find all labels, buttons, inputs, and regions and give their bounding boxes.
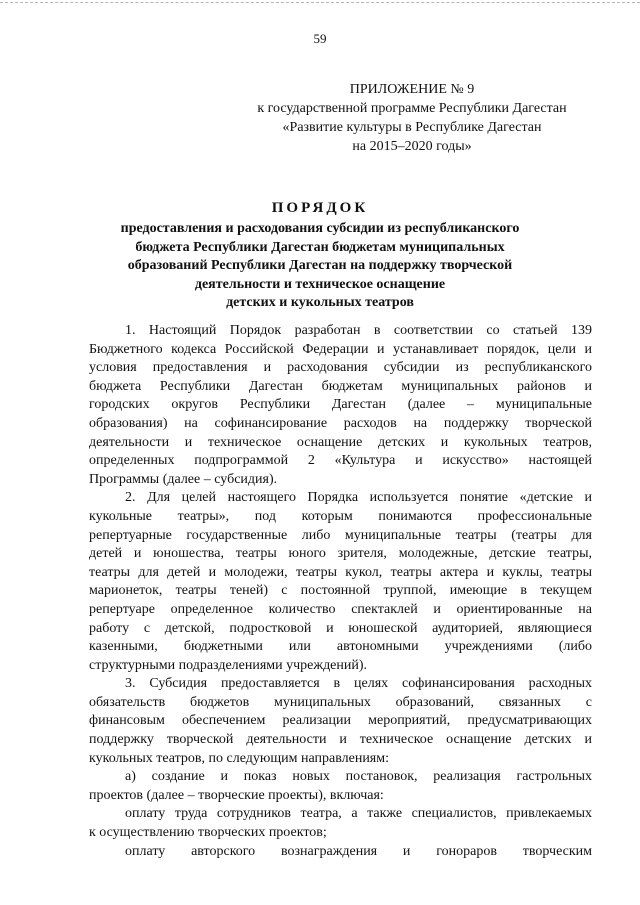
subtitle-line: предоставления и расходования субсидии из республиканского [120, 221, 520, 236]
item-start: оплату труда сотрудников театра, а также специалистов, привлекаемых [125, 806, 592, 822]
appendix-line: «Развитие культуры в Республике Дагестан [282, 120, 542, 135]
body-line: деятельности и техническое оснащение детских и кукольных театров, [89, 434, 592, 450]
body-line: структурными подразделениями учреждений). [89, 657, 368, 673]
item-start: оплату авторского вознаграждения и гонораров творческим [125, 843, 592, 859]
body-line: кукольных театров, по следующим направлениям: [89, 750, 389, 766]
body-line: театры для детей и молодежи, театры кукол, театры актера и куклы, театры [89, 564, 592, 580]
body-line: определенных подпрограммой 2 «Культура и искусство» настоящей [89, 453, 592, 469]
subtitle-line: бюджета Республики Дагестан бюджетам муниципальных [135, 239, 505, 255]
body-line: бюджета Республики Дагестан бюджетам муниципальных районов и [89, 378, 592, 394]
body-line: финансовым обеспечением реализации мероприятий, предусматривающих [89, 713, 592, 729]
item-a-start: а) создание и показ новых постановок, реализация гастрольных [125, 769, 592, 785]
paragraph-1-start: 1. Настоящий Порядок разработан в соответствии со статьей 139 [125, 323, 592, 338]
body-line: условия предоставления и расходования субсидии из республиканского [89, 360, 592, 376]
appendix-header [232, 80, 592, 156]
document-title: ПОРЯДОК [271, 200, 369, 216]
body-line: марионеток, театры теней) с постоянной труппой, имеющие в текущем [89, 583, 592, 599]
body-line: кукольные театры», под которым понимаются профессиональные [89, 508, 592, 524]
body-line: городских округов Республики Дагестан (далее – муниципальные [89, 397, 592, 413]
appendix-title: ПРИЛОЖЕНИЕ № 9 [349, 82, 475, 97]
scan-edge-line [0, 2, 640, 3]
paragraph-2-start: 2. Для целей настоящего Порядка используется понятие «детские и [125, 490, 592, 506]
body-line: Бюджетного кодекса Российской Федерации и устанавливает порядок, цели и [89, 341, 592, 357]
body-line: репертуарные государственные либо муниципальные театры (театры для [89, 527, 592, 543]
document-subtitle [100, 220, 540, 313]
subtitle-line: деятельности и техническое оснащение [194, 276, 446, 292]
document-body [89, 322, 592, 861]
body-line: обязательств бюджетов муниципальных образований, связанных с [89, 694, 592, 710]
subtitle-line: образований Республики Дагестан на поддержку творческой [127, 258, 513, 274]
body-line: детей и юношества, театры юного зрителя, молодежные, детские театры, [89, 546, 592, 562]
subtitle-line: детских и кукольных театров [226, 295, 414, 311]
body-line: поддержку творческой деятельности и техническое оснащение детских и [89, 732, 592, 748]
body-line: Программы (далее – субсидия). [89, 471, 278, 487]
page-number: 59 [313, 31, 327, 46]
paragraph-3-start: 3. Субсидия предоставляется в целях софинансирования расходных [125, 676, 592, 692]
body-line: работу с детской, подростковой и юношеской аудиторией, являющиеся [89, 620, 592, 636]
body-line: репертуаре определенное количество спектаклей и ориентированные на [89, 601, 592, 617]
body-line: к осуществлению творческих проектов; [89, 825, 327, 841]
appendix-line: к государственной программе Республики Дагестан [257, 101, 567, 116]
body-line: образования) на софинансирование расходов на поддержку творческой [89, 415, 592, 431]
body-line: казенными, бюджетными или автономными учреждениями (либо [89, 639, 592, 655]
body-line: проектов (далее – творческие проекты), включая: [89, 787, 384, 803]
appendix-line: на 2015–2020 годы» [352, 139, 472, 154]
